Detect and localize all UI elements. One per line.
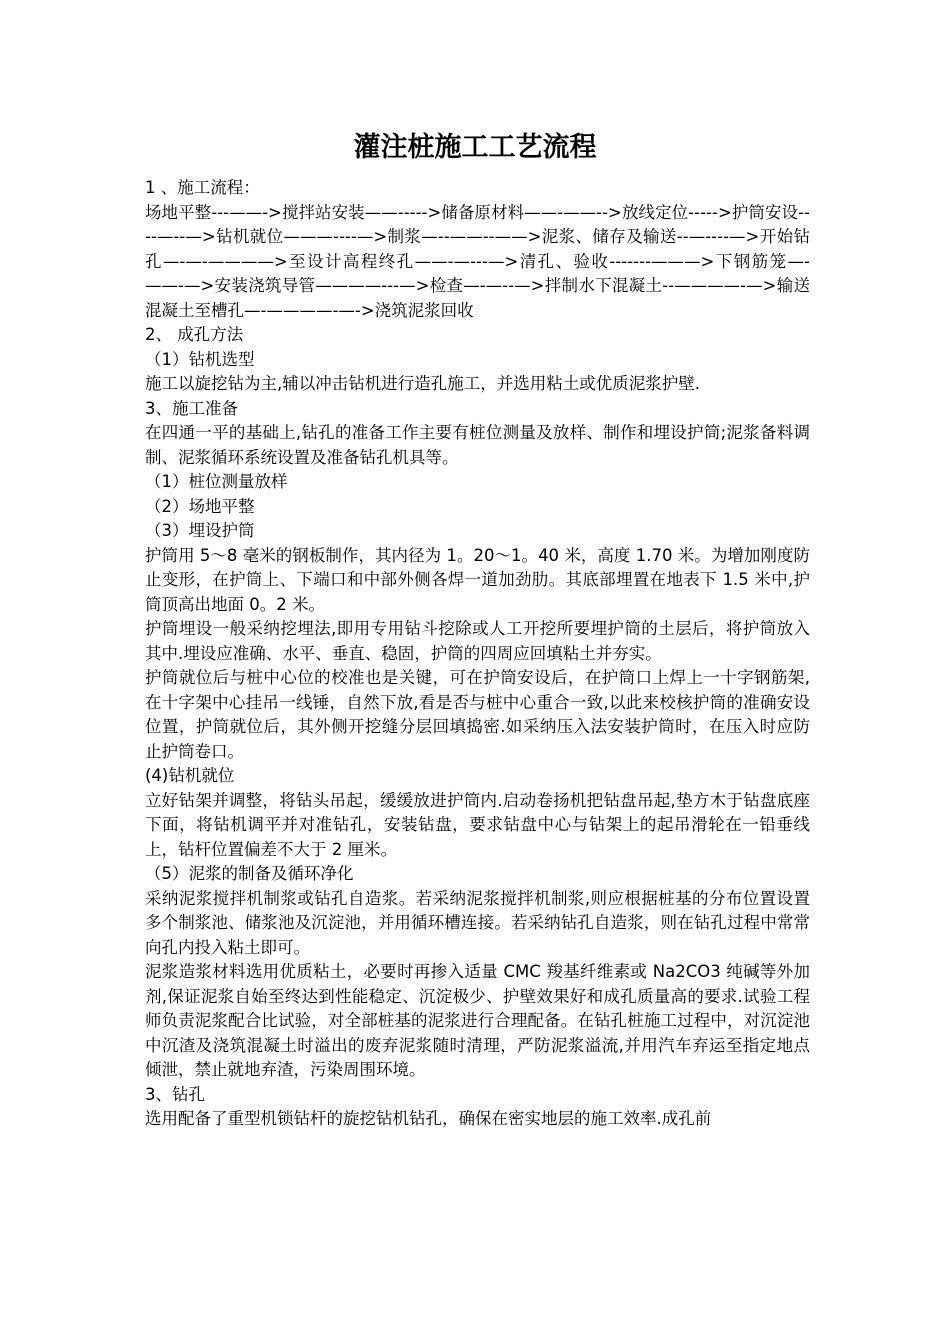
paragraph: （3）埋设护筒 bbox=[145, 521, 255, 540]
document-body bbox=[145, 176, 810, 1132]
paragraph: 护筒埋设一般采纳挖埋法,即用专用钻斗挖除或人工开挖所要埋护筒的土层后，将护筒放入其中.埋设应准确、水平、垂直、稳固，护筒的四周应回填粘土并夯实。 bbox=[145, 619, 810, 663]
paragraph: 场地平整---——->搅拌站安装——----->储备原材料——-——-->放线定位----->护筒安设----—--—>钻机就位———----—>制浆—--——--——>泥浆、储存及输送--—----—>开始钻孔—-—-————>至设计高程终孔——-—---—>清孔、验收-------———>下钢筋笼—-——-—>安装浇筑导管————---—>检查—-—--—>拌制水下混凝土--————-—>输送混凝土至槽孔—-————-—->浇筑泥浆回收 bbox=[145, 202, 810, 320]
paragraph: （2）场地平整 bbox=[145, 496, 255, 516]
paragraph: 选用配备了重型机锁钻杆的旋挖钻机钻孔，确保在密实地层的施工效率.成孔前 bbox=[145, 1109, 712, 1128]
paragraph: 立好钻架并调整，将钻头吊起，缓缓放进护筒内.启动卷扬机把钻盘吊起,垫方木于钻盘底座下面，将钻机调平并对准钻孔，安装钻盘，要求钻盘中心与钻架上的起吊滑轮在一铅垂线上，钻杆位置偏差不大于 2 厘米。 bbox=[145, 790, 810, 859]
paragraph: 护筒用 5～8 毫米的钢板制作，其内径为 1。20～1。40 米，高度 1.70 米。为增加刚度防止变形，在护筒上、下端口和中部外侧各焊一道加劲肋。其底部埋置在地表下 1.5 米中,护筒顶高出地面 0。2 米。 bbox=[145, 545, 810, 614]
paragraph: 在四通一平的基础上,钻孔的准备工作主要有桩位测量及放样、制作和埋设护筒;泥浆备料调制、泥浆循环系统设置及准备钻孔机具等。 bbox=[145, 423, 810, 467]
paragraph: 3、钻孔 bbox=[145, 1084, 205, 1104]
paragraph: 施工以旋挖钻为主,辅以冲击钻机进行造孔施工，并选用粘土或优质泥浆护壁. bbox=[145, 374, 700, 393]
paragraph: 3、施工准备 bbox=[145, 398, 238, 418]
paragraph: 泥浆造浆材料选用优质粘土，必要时再掺入适量 CMC 羧基纤维素或 Na2CO3 纯碱等外加剂,保证泥浆自始至终达到性能稳定、沉淀极少、护壁效果好和成孔质量高的要求.试验工程师负责泥浆配合比试验，对全部桩基的泥浆进行合理配备。在钻孔桩施工过程中，对沉淀池中沉渣及浇筑混凝土时溢出的废弃泥浆随时清理，严防泥浆溢流,并用汽车弃运至指定地点倾泄，禁止就地弃渣，污染周围环境。 bbox=[145, 962, 810, 1079]
document-title: 灌注桩施工工艺流程 bbox=[353, 132, 597, 163]
paragraph: （5）泥浆的制备及循环净化 bbox=[145, 864, 354, 883]
paragraph: （1）桩位测量放样 bbox=[145, 472, 288, 491]
paragraph: （1）钻机选型 bbox=[145, 349, 255, 369]
paragraph: 2、 成孔方法 bbox=[145, 325, 244, 344]
paragraph: (4)钻机就位 bbox=[145, 766, 235, 785]
paragraph: 采纳泥浆搅拌机制浆或钻孔自造浆。若采纳泥浆搅拌机制浆,则应根据桩基的分布位置设置多个制浆池、储浆池及沉淀池，并用循环槽连接。若采纳钻孔自造浆，则在钻孔过程中常常向孔内投入粘土即可。 bbox=[145, 888, 810, 957]
paragraph: 1 、施工流程： bbox=[145, 178, 260, 197]
paragraph: 护筒就位后与桩中心位的校准也是关键，可在护筒安设后，在护筒口上焊上一十字钢筋架,在十字架中心挂吊一线锤，自然下放,看是否与桩中心重合一致,以此来校核护筒的准确安设位置，护筒就位后，其外侧开挖缝分层回填捣密.如采纳压入法安装护筒时，在压入时应防止护筒卷口。 bbox=[145, 668, 810, 761]
